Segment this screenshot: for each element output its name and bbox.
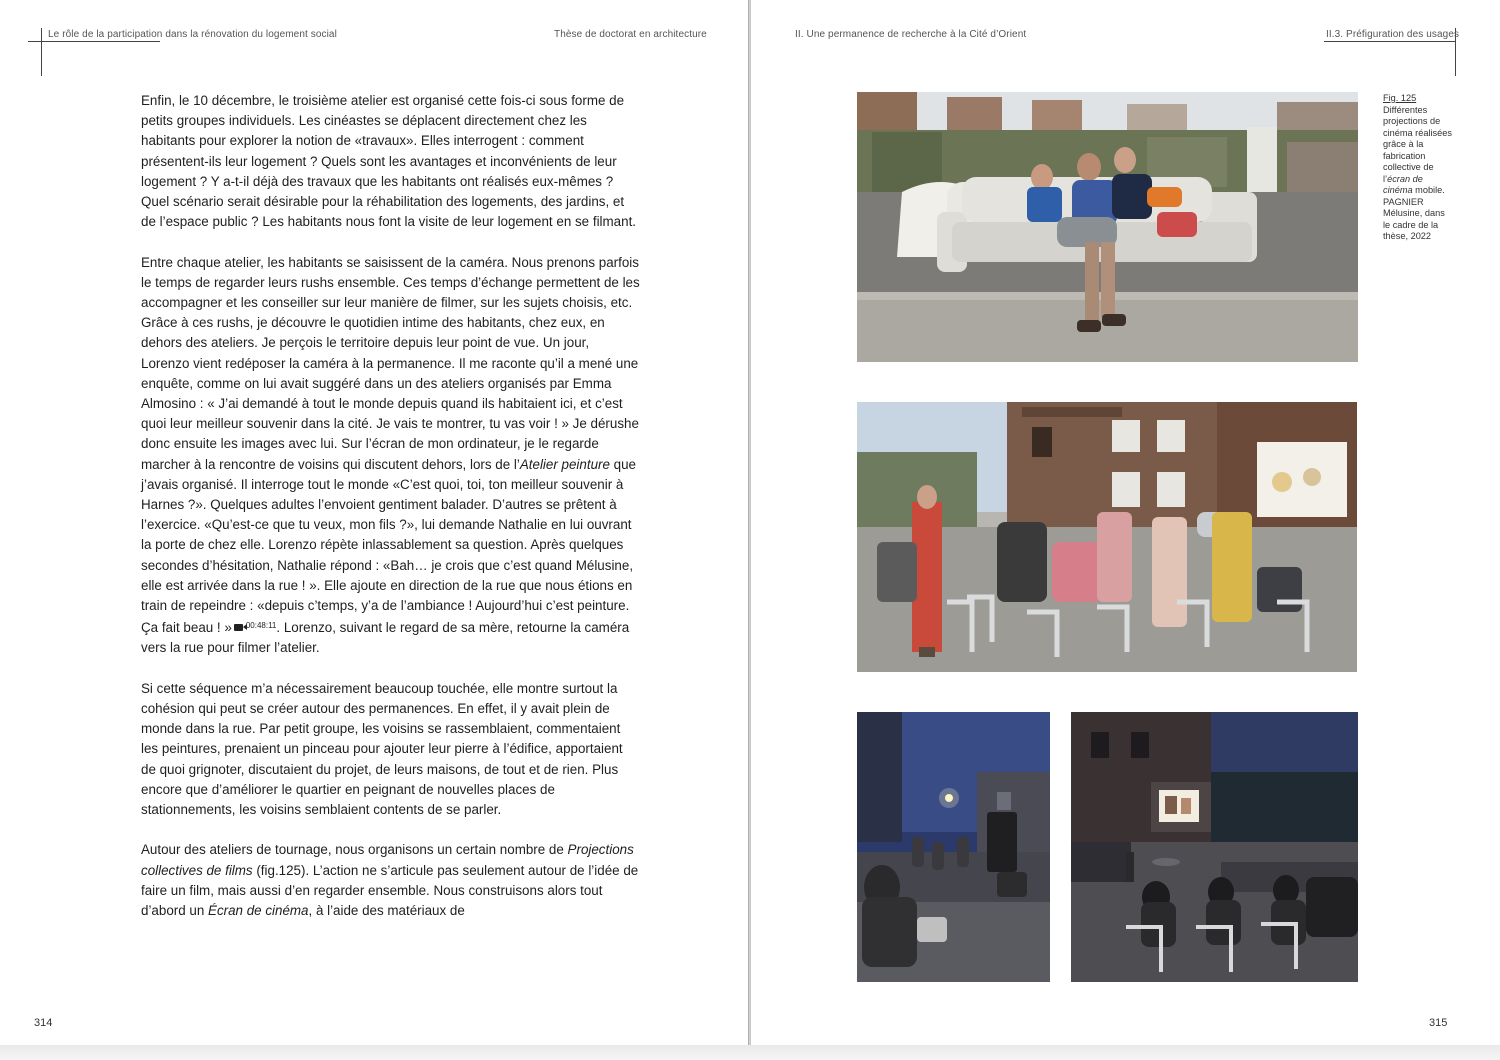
left-page bbox=[0, 0, 748, 1045]
italic-run: Écran de cinéma bbox=[208, 903, 309, 919]
running-header-left: Le rôle de la participation dans la rénovation du logement social bbox=[48, 29, 337, 40]
video-camera-icon bbox=[234, 624, 243, 631]
body-paragraph bbox=[141, 253, 641, 659]
text-run: Enfin, le 10 décembre, le troisième atelier est organisé cette fois-ci sous forme de petits groupes individuels. Les cinéastes se déplacent directement chez les habitants pour explorer la notion de «travaux». Elles interrogent : comment présentent-ils leur logement ? Quels sont les avantages et inconvénients de leur logement ? Y a-t-il déjà des travaux que les habitants ont réalisés eux-mêmes ? Quel scénario serait désirable pour la réhabilitation des logements, des jardins, et de l’espace public ? Les habitants nous font la visite de leur logement en se filmant. bbox=[141, 93, 637, 230]
text-run: Entre chaque atelier, les habitants se saisissent de la caméra. Nous prenons parfois le temps de regarder leurs rushs ensemble. Ces temps d’échange permettent de les accompagner et les conseiller sur leur manière de filmer, sur les sujets choisis, etc. Grâce à ces rushs, je découvre le quotidien intime des habitants, chez eux, en dehors des ateliers. Je perçois le territoire depuis leur point de vue. Un jour, Lorenzo vient redéposer la caméra à la permanence. Il me raconte qu’il a mené une enquête, comme on lui avait suggéré dans un des ateliers organisés par Emma Almosino : « J’ai demandé à tout le monde depuis quand ils habitaient ici, et c’est quoi leur meilleur souvenir dans la cité. Je vais te montrer, tu vas voir ! » Je dérushe donc ensuite les images avec lui. Sur l’écran de mon ordinateur, je le regarde marcher à la rencontre de voisins qui discutent dehors, lors de l’ bbox=[141, 254, 640, 472]
page-number: 315 bbox=[1429, 1017, 1448, 1029]
figure-caption bbox=[1383, 93, 1453, 243]
right-page bbox=[751, 0, 1500, 1045]
running-header-right: Thèse de doctorat en architecture bbox=[554, 29, 707, 40]
body-text bbox=[141, 91, 641, 921]
page-number: 314 bbox=[34, 1017, 53, 1029]
crop-mark bbox=[28, 41, 160, 42]
text-run: Autour des ateliers de tournage, nous organisons un certain nombre de bbox=[141, 842, 568, 858]
text-run: . Lorenzo, suivant le regard de sa mère, retourne la caméra vers la rue pour filmer l’atelier. bbox=[141, 620, 630, 656]
crop-mark bbox=[41, 28, 42, 76]
text-run: (fig.125). L’action ne s’articule pas seulement autour de l’idée de faire un film, mais aussi d’en regarder ensemble. Nous construisons alors tout d’abord un bbox=[141, 862, 639, 919]
text-run: que j’avais organisé. Il interroge tout le monde «C’est quoi, toi, ton meilleur souvenir à Harnes ?». Quelques adultes l’envoient gentiment balader. D’autres se prêtent à l’exercice. «Qu’est-ce que tu veux, mon fils ?», lui demande Nathalie en lui ouvrant la porte de chez elle. Lorenzo répète inlassablement sa question. Après quelques secondes d’hésitation, Nathalie répond : «Bah… je crois que c’est quand Mélusine, elle est arrivée dans la rue ! ». Elle ajoute en direction de la rue que nous étions en train de repeindre : «depuis c’temps, y’a de l’ambiance ! Aujourd’hui c’est peinture. Ça fait beau ! » bbox=[141, 456, 636, 636]
crop-mark bbox=[1324, 41, 1455, 42]
viewer-bottom-edge bbox=[0, 1045, 1500, 1060]
body-paragraph bbox=[141, 679, 641, 820]
body-paragraph bbox=[141, 840, 641, 921]
italic-run: Projections collectives de films bbox=[141, 842, 634, 878]
figure-label: Fig. 125 bbox=[1383, 93, 1417, 103]
photo-night-audience-left bbox=[857, 712, 1050, 982]
italic-run: Atelier peinture bbox=[519, 456, 610, 472]
text-run: Si cette séquence m’a nécessairement beaucoup touchée, elle montre surtout la cohésion qui peut se créer autour des permanences. En effet, il y avait plein de monde dans la rue. Par petit groupe, les voisins se rassemblaient, commentaient les peintures, prenaient un pinceau pour ajouter leur pierre à l’édifice, apportaient de quoi grignoter, discutaient du projet, de leurs maisons, de tout et de rien. Plus encore que d’améliorer le quartier en peignant de nouvelles places de stationnements, les voisins semblaient contents de se parler. bbox=[141, 680, 623, 818]
text-run: , à l’aide des matériaux de bbox=[308, 903, 465, 919]
photo-night-projection bbox=[1071, 712, 1358, 982]
caption-text-run: mobile. PAGNIER Mélusine, dans le cadre de la thèse, 2022 bbox=[1383, 185, 1445, 241]
caption-text-run: Différentes projections de cinéma réalisées grâce à la fabrication collective de l’ bbox=[1383, 104, 1452, 184]
running-header-left: II. Une permanence de recherche à la Cité d’Orient bbox=[795, 29, 1027, 40]
photo-street-gathering bbox=[857, 402, 1357, 672]
timecode: 00:48:11 bbox=[245, 621, 277, 631]
running-header-right: II.3. Préfiguration des usages bbox=[1326, 29, 1460, 40]
photo-sofa-street bbox=[857, 92, 1358, 362]
body-paragraph bbox=[141, 91, 641, 232]
caption-italic-run: écran de cinéma bbox=[1383, 173, 1423, 195]
